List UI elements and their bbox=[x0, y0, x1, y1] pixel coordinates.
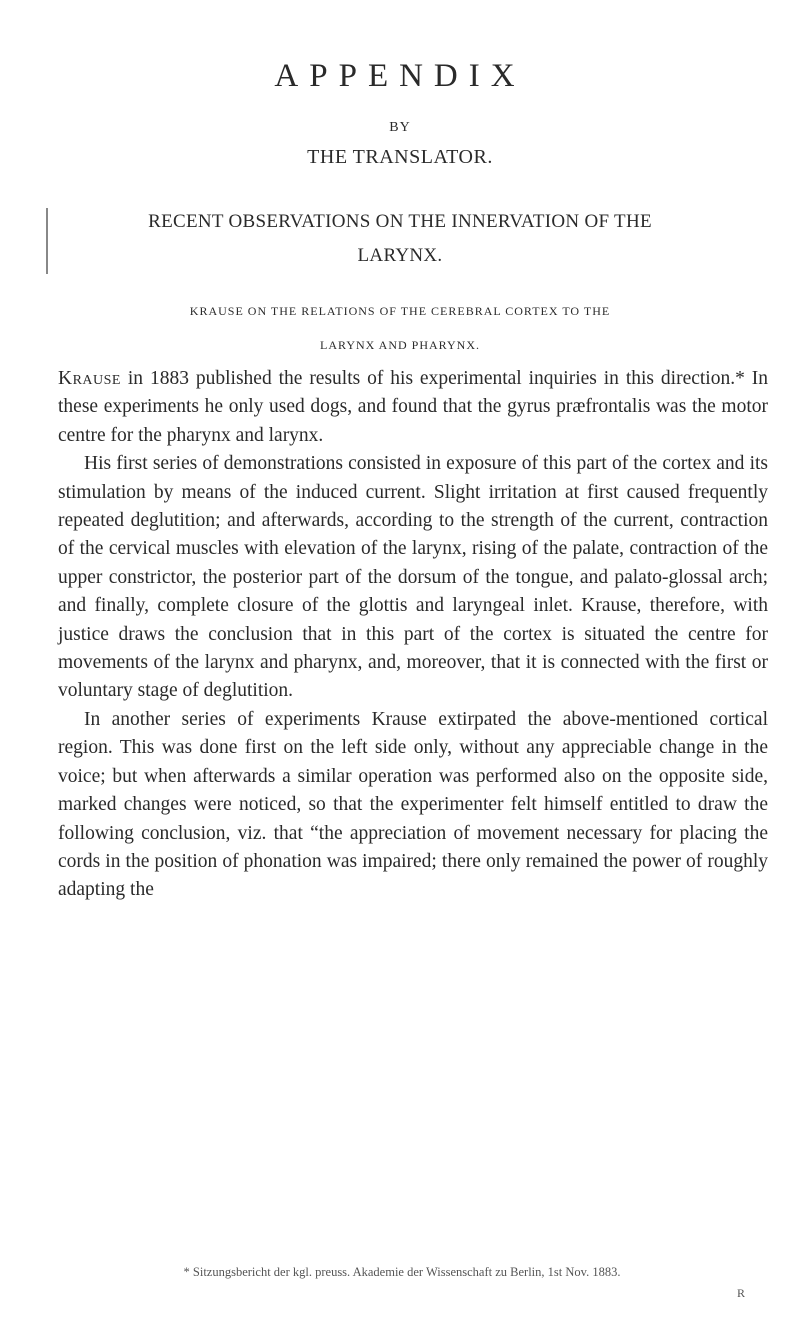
signature-mark: R bbox=[737, 1286, 746, 1300]
paragraph-1 bbox=[58, 365, 768, 450]
section-title-line1: RECENT OBSERVATIONS ON THE INNERVATION OF THE bbox=[148, 211, 652, 232]
subsection-title-line1: KRAUSE ON THE RELATIONS OF THE CEREBRAL CORTEX TO THE bbox=[189, 304, 611, 318]
paragraph-1-lead: Krause bbox=[58, 368, 121, 389]
appendix-heading: APPENDIX bbox=[274, 58, 526, 94]
subsection-title-line2: LARYNX AND PHARYNX. bbox=[319, 338, 481, 352]
paragraph-2: His first series of demonstrations consisted in exposure of this part of the cortex and its stimulation by means of the induced current. Slight irritation at first caused frequently repeated deglutition; and afterwards, according to the strength of the current, contraction of the cervical muscles with elevation of the larynx, rising of the palate, contraction of the upper constrictor, the posterior part of the dorsum of the tongue, and palato-glossal arch; and finally, complete closure of the glottis and laryngeal inlet. Krause, therefore, with justice draws the conclusion that in this part of the cortex is situated the centre for movements of the larynx and pharynx, and, moreover, that it is connected with the first or voluntary stage of deglutition. bbox=[58, 453, 768, 702]
paragraph-3: In another series of experiments Krause extirpated the above-mentioned cortical region. This was done first on the left side only, without any appreciable change in the voice; but when afterwards a similar operation was performed also on the opposite side, marked changes were noticed, so that the experimenter felt himself entitled to draw the following conclusion, viz. that “the appreciation of movement necessary for placing the cords in the position of phonation was impaired; there only remained the power of roughly adapting the bbox=[58, 708, 768, 901]
footnote: * Sitzungsbericht der kgl. preuss. Akademie der Wissenschaft zu Berlin, 1st Nov. 1883. bbox=[183, 1265, 621, 1279]
translator-line: THE TRANSLATOR. bbox=[307, 146, 493, 168]
section-title bbox=[0, 205, 800, 273]
subsection-title bbox=[0, 294, 800, 362]
paragraph-1-text: in 1883 published the results of his experimental inquiries in this direction.* In these experiments he only used dogs, and found that the gyrus præfrontalis was the motor centre for the pharynx and larynx. bbox=[58, 368, 768, 446]
body-text bbox=[58, 365, 768, 905]
section-title-line2: LARYNX. bbox=[357, 245, 443, 266]
by-line: BY bbox=[389, 120, 411, 135]
